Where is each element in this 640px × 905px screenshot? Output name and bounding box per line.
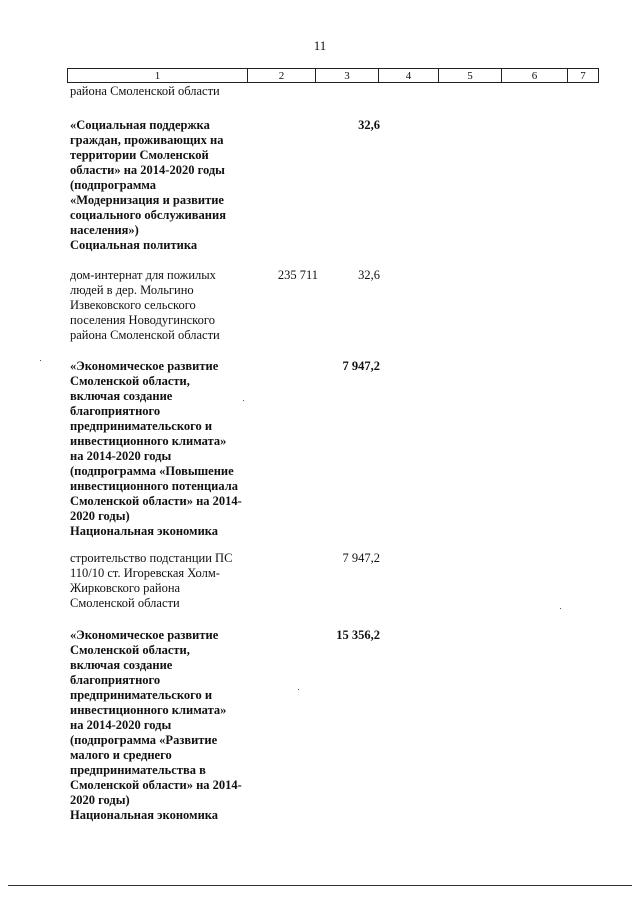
page-number: 11 bbox=[313, 38, 327, 53]
scan-speck bbox=[40, 360, 41, 361]
project-amount: 32,6 bbox=[358, 268, 380, 282]
project-capacity: 235 711 bbox=[277, 268, 318, 282]
column-number-1: 1 bbox=[68, 69, 248, 83]
program-total: 7 947,2 bbox=[342, 359, 380, 373]
category-label: Социальная политика bbox=[70, 238, 198, 252]
scan-speck bbox=[560, 608, 561, 609]
category-label: Национальная экономика bbox=[70, 808, 219, 822]
program-total: 15 356,2 bbox=[336, 628, 380, 642]
program-title-economic-investment: «Экономическое развитие Смоленской области, включая создание благоприятного предпринимательского и инвестиционного климата» на 2014-2020 годы (подпрограмма «Повышение инвестиционного потенциала Смоленской области» на 2014- 2020 годы) Национальная экономика bbox=[70, 359, 270, 539]
column-number-3: 3 bbox=[316, 69, 379, 83]
column-number-7: 7 bbox=[568, 69, 599, 83]
column-number-2: 2 bbox=[248, 69, 316, 83]
table-header bbox=[67, 68, 599, 83]
program-title-economic-small-business: «Экономическое развитие Смоленской области, включая создание благоприятного предпринимательского и инвестиционного климата» на 2014-2020 годы (подпрограмма «Развитие малого и среднего предпринимательства в Смоленской области» на 2014- 2020 годы) Национальная экономика bbox=[70, 628, 270, 823]
project-item: дом-интернат для пожилых людей в дер. Мольгино Извековского сельского поселения Новодугинского района Смоленской области bbox=[70, 268, 220, 342]
program-total: 32,6 bbox=[358, 118, 380, 132]
program-title-social-support: «Социальная поддержка граждан, проживающих на территории Смоленской области» на 2014-2020 годы (подпрограмма «Модернизация и развитие социального обслуживания населения») Социальная политика bbox=[70, 118, 270, 253]
continuation-text: района Смоленской области bbox=[70, 84, 220, 98]
project-item: строительство подстанции ПС 110/10 ст. Игоревская Холм- Жирковского района Смоленской области bbox=[70, 551, 233, 610]
project-amount: 7 947,2 bbox=[342, 551, 380, 565]
column-number-5: 5 bbox=[439, 69, 502, 83]
category-label: Национальная экономика bbox=[70, 524, 219, 538]
scan-bottom-edge bbox=[8, 885, 632, 886]
scan-speck bbox=[298, 689, 299, 690]
scan-speck bbox=[243, 400, 244, 401]
column-number-6: 6 bbox=[502, 69, 568, 83]
column-number-4: 4 bbox=[379, 69, 439, 83]
